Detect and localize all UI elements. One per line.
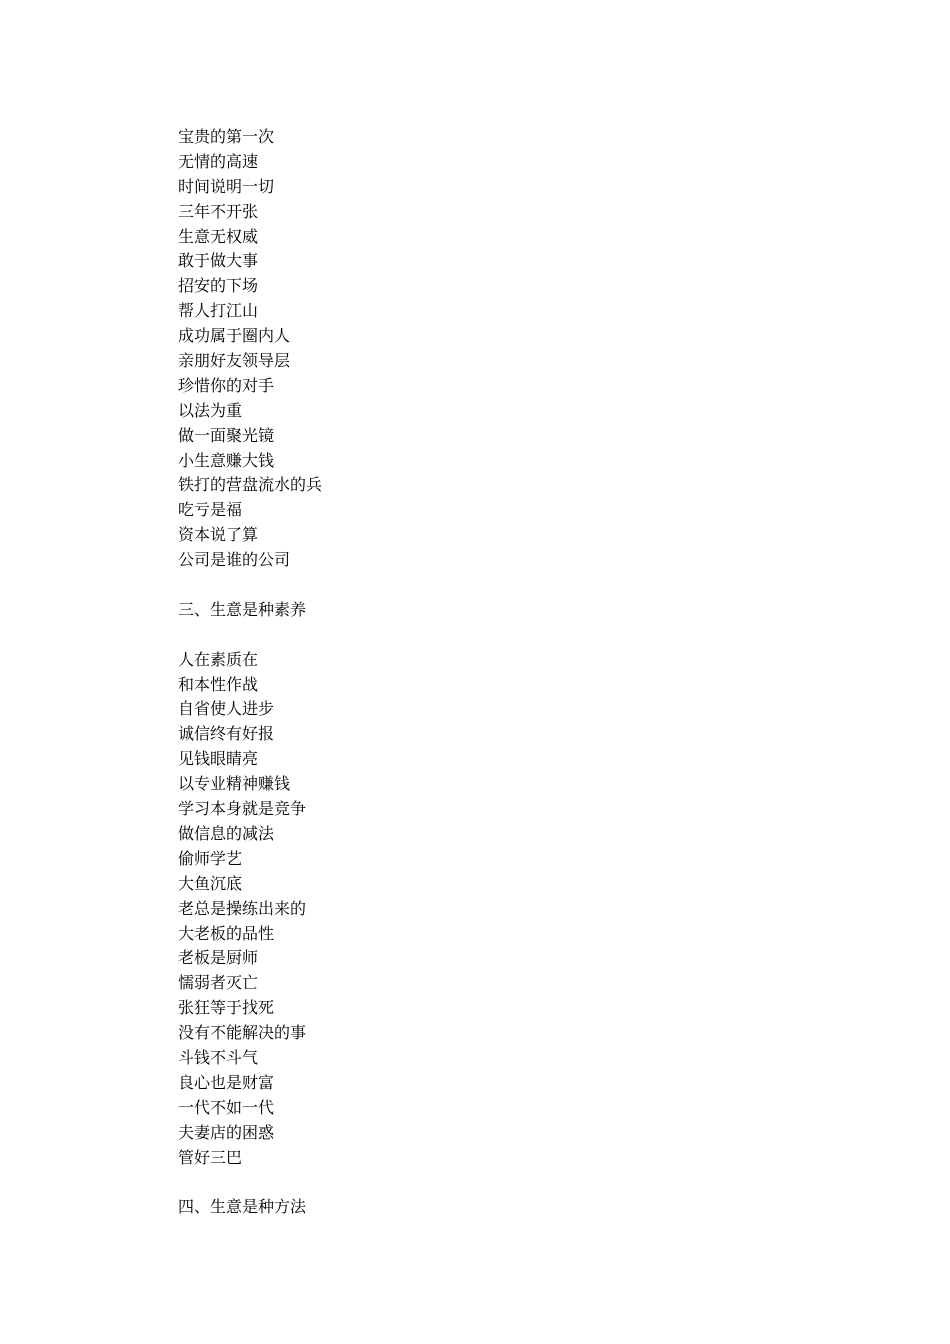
list-item: 张狂等于找死 bbox=[178, 998, 275, 1018]
list-item: 亲朋好友领导层 bbox=[178, 351, 291, 371]
list-item: 生意无权威 bbox=[178, 226, 259, 246]
list-item: 懦弱者灭亡 bbox=[178, 973, 259, 993]
blank-line bbox=[178, 1170, 778, 1195]
list-item: 诚信终有好报 bbox=[178, 724, 275, 744]
list-item: 做信息的减法 bbox=[178, 823, 275, 843]
list-item: 宝贵的第一次 bbox=[178, 127, 275, 146]
list-item: 三年不开张 bbox=[178, 201, 259, 221]
blank-line bbox=[178, 573, 778, 598]
list-item: 良心也是财富 bbox=[178, 1072, 275, 1092]
list-item: 敢于做大事 bbox=[178, 251, 259, 271]
blank-line bbox=[178, 623, 778, 648]
list-item: 小生意赚大钱 bbox=[178, 450, 275, 470]
list-item: 做一面聚光镜 bbox=[178, 425, 275, 445]
list-item: 老板是厨师 bbox=[178, 948, 259, 968]
list-item: 和本性作战 bbox=[178, 674, 259, 694]
list-item: 管好三巴 bbox=[178, 1147, 243, 1167]
list-item: 招安的下场 bbox=[178, 276, 259, 296]
list-item: 一代不如一代 bbox=[178, 1097, 275, 1117]
list-item: 没有不能解决的事 bbox=[178, 1023, 307, 1043]
list-item: 偷师学艺 bbox=[178, 848, 243, 868]
section2-list bbox=[178, 125, 778, 573]
list-item: 老总是操练出来的 bbox=[178, 898, 307, 918]
list-item: 帮人打江山 bbox=[178, 301, 259, 321]
list-item: 大鱼沉底 bbox=[178, 873, 243, 893]
list-item: 夫妻店的困惑 bbox=[178, 1122, 275, 1142]
list-item: 学习本身就是竞争 bbox=[178, 799, 307, 819]
list-item: 斗钱不斗气 bbox=[178, 1047, 259, 1067]
list-item: 自省使人进步 bbox=[178, 699, 275, 719]
section4-heading: 四、生意是种方法 bbox=[178, 1197, 307, 1217]
list-item: 大老板的品性 bbox=[178, 923, 275, 943]
list-item: 珍惜你的对手 bbox=[178, 375, 275, 395]
list-item: 成功属于圈内人 bbox=[178, 326, 291, 346]
list-item: 无情的高速 bbox=[178, 151, 259, 171]
list-item: 资本说了算 bbox=[178, 525, 259, 545]
section3-list bbox=[178, 648, 778, 1171]
list-item: 以法为重 bbox=[178, 400, 243, 420]
section3-heading: 三、生意是种素养 bbox=[178, 599, 307, 619]
list-item: 见钱眼睛亮 bbox=[178, 749, 259, 769]
document-page bbox=[178, 125, 778, 1220]
list-item: 吃亏是福 bbox=[178, 500, 243, 520]
list-item: 公司是谁的公司 bbox=[178, 550, 291, 570]
list-item: 人在素质在 bbox=[178, 649, 259, 669]
list-item: 铁打的营盘流水的兵 bbox=[178, 475, 323, 495]
list-item: 以专业精神赚钱 bbox=[178, 774, 291, 794]
list-item: 时间说明一切 bbox=[178, 176, 275, 196]
